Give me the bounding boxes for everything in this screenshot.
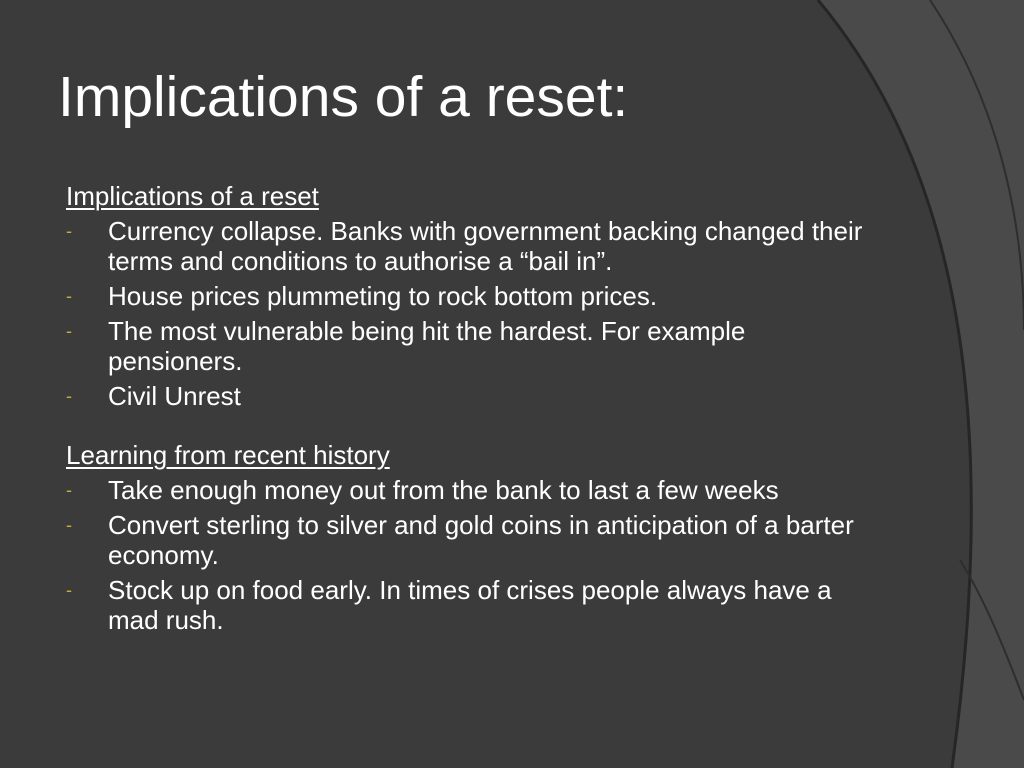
bullet-dash-icon: - (66, 286, 72, 306)
bullet-dash-icon: - (66, 221, 72, 241)
bullet-text: Convert sterling to silver and gold coins in anticipation of a barter economy. (108, 510, 854, 570)
list-item (66, 510, 866, 570)
bullet-dash-icon: - (66, 386, 72, 406)
bullet-text: House prices plummeting to rock bottom prices. (108, 281, 658, 311)
bullet-dash-icon: - (66, 321, 72, 341)
bullet-dash-icon: - (66, 515, 72, 535)
section-heading-learning: Learning from recent history (66, 440, 390, 470)
bullet-text: Currency collapse. Banks with government backing changed their terms and conditions to authorise a “bail in”. (108, 216, 863, 276)
bullet-text: Take enough money out from the bank to last a few weeks (108, 475, 779, 505)
bullet-text: Stock up on food early. In times of crises people always have a mad rush. (108, 575, 832, 635)
bullet-text: Civil Unrest (108, 381, 241, 411)
slide-content (66, 181, 866, 635)
list-item (66, 475, 866, 505)
list-item (66, 575, 866, 635)
section-heading-implications: Implications of a reset (66, 181, 319, 211)
list-item (66, 216, 866, 276)
bullet-text: The most vulnerable being hit the hardest. For example pensioners. (108, 316, 746, 376)
section-learning (66, 440, 866, 635)
bullet-dash-icon: - (66, 480, 72, 500)
slide-title: Implications of a reset: (58, 65, 629, 129)
implications-list (66, 216, 866, 411)
list-item (66, 316, 866, 376)
section-implications (66, 181, 866, 411)
bullet-dash-icon: - (66, 580, 72, 600)
list-item (66, 381, 866, 411)
section-spacer (66, 411, 866, 440)
list-item (66, 281, 866, 311)
learning-list (66, 475, 866, 635)
